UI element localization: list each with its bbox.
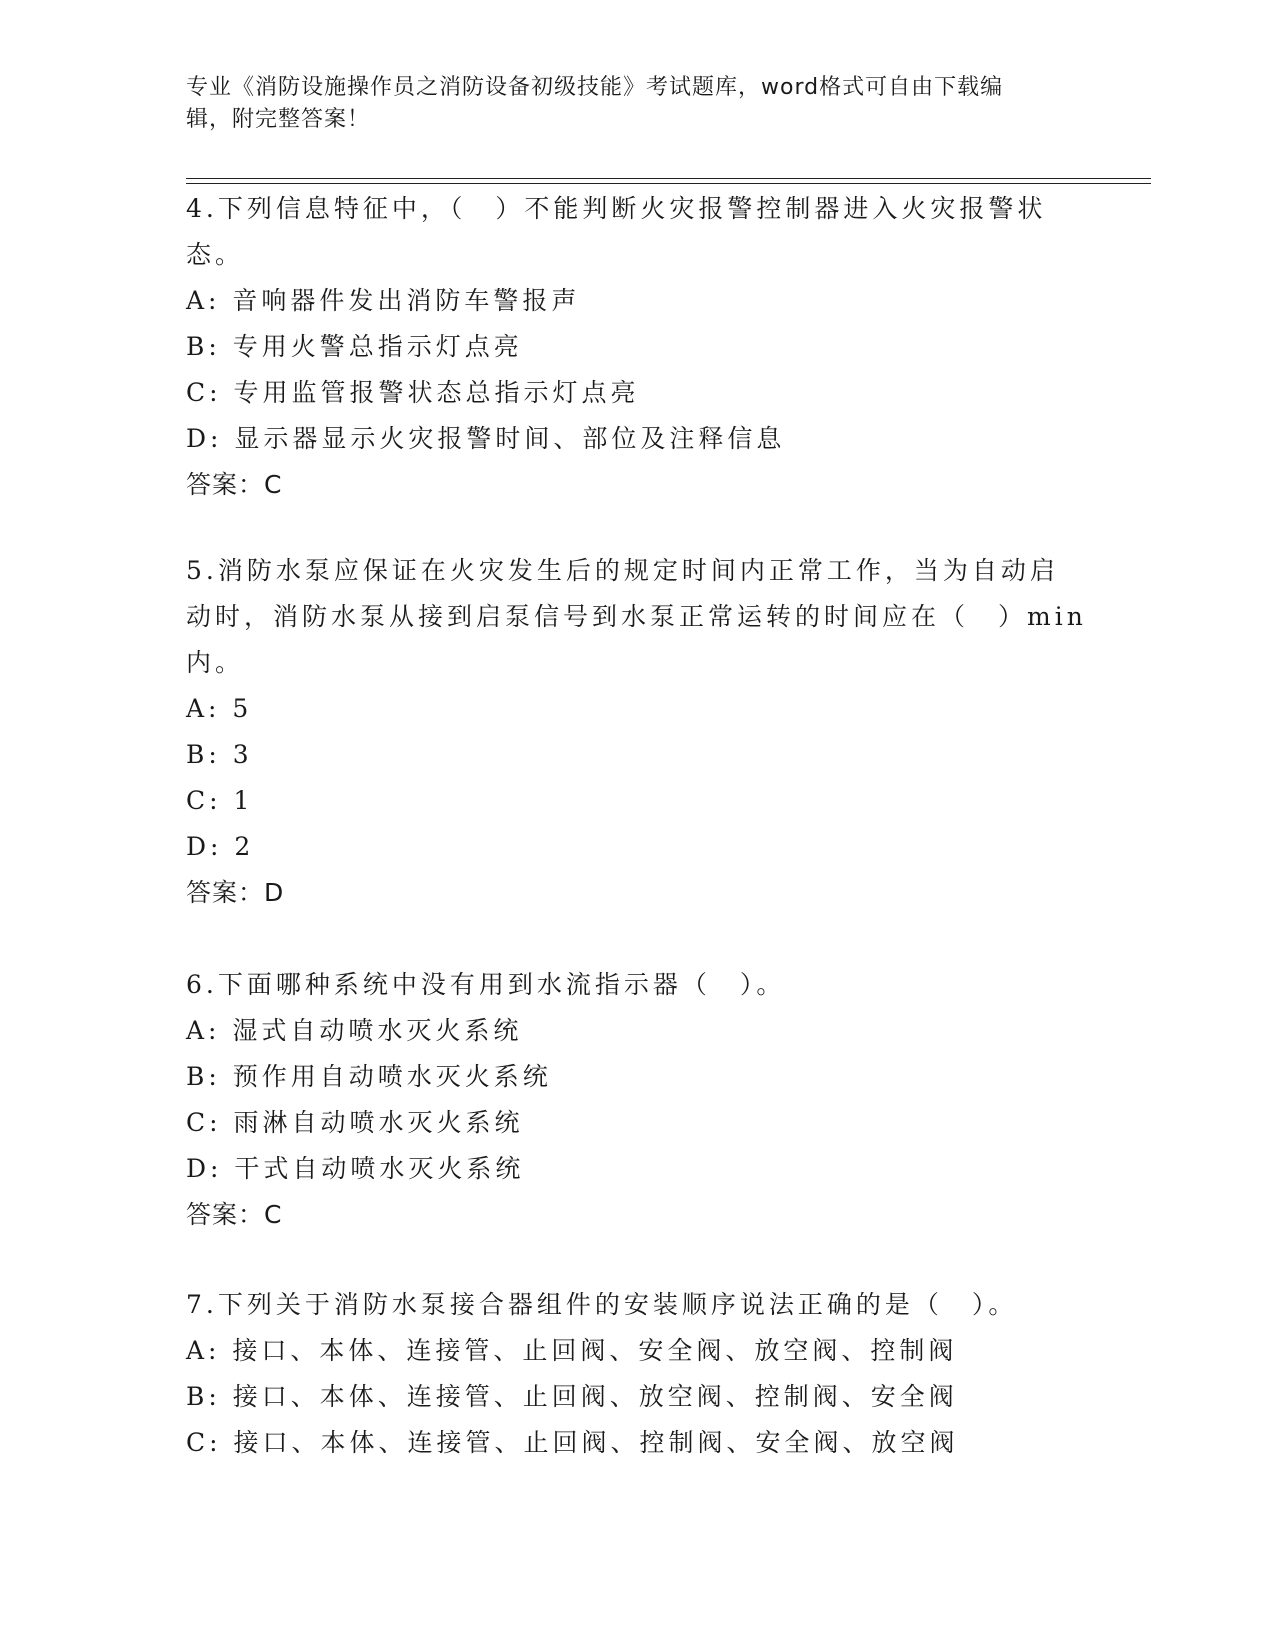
question-6	[186, 962, 1086, 1238]
question-stem-line: 7.下列关于消防水泵接合器组件的安装顺序说法正确的是（ ）。	[186, 1290, 1018, 1319]
option-a: A: 接口、本体、连接管、止回阀、安全阀、放空阀、控制阀	[186, 1336, 958, 1365]
question-stem-line: 5.消防水泵应保证在火灾发生后的规定时间内正常工作，当为自动启	[186, 556, 1059, 585]
question-stem-line: 态。	[186, 240, 245, 269]
question-5	[186, 548, 1086, 916]
header-divider-bottom	[186, 183, 1151, 184]
answer-label: 答案：C	[186, 470, 283, 499]
option-d: D: 2	[186, 832, 255, 861]
document-header	[186, 72, 1066, 136]
answer-label: 答案：D	[186, 878, 285, 907]
option-a: A: 湿式自动喷水灭火系统	[186, 1016, 523, 1045]
question-stem-line: 内。	[186, 648, 245, 677]
option-c: C: 接口、本体、连接管、止回阀、控制阀、安全阀、放空阀	[186, 1428, 959, 1457]
option-b: B: 3	[186, 740, 253, 769]
header-line-2: 辑，附完整答案！	[186, 107, 371, 132]
option-c: C: 雨淋自动喷水灭火系统	[186, 1108, 524, 1137]
question-stem-line: 动时，消防水泵从接到启泵信号到水泵正常运转的时间应在（ ）min	[186, 602, 1087, 631]
question-stem-line: 4.下列信息特征中，（ ）不能判断火灾报警控制器进入火灾报警状	[186, 194, 1047, 223]
option-b: B: 专用火警总指示灯点亮	[186, 332, 523, 361]
question-4	[186, 186, 1086, 508]
option-d: D: 干式自动喷水灭火系统	[186, 1154, 525, 1183]
option-a: A: 5	[186, 694, 253, 723]
option-b: B: 预作用自动喷水灭火系统	[186, 1062, 552, 1091]
header-line-1: 专业《消防设施操作员之消防设备初级技能》考试题库，word格式可自由下载编	[186, 75, 1004, 100]
question-stem-line: 6.下面哪种系统中没有用到水流指示器（ ）。	[186, 970, 786, 999]
question-7	[186, 1282, 1086, 1466]
option-d: D: 显示器显示火灾报警时间、部位及注释信息	[186, 424, 786, 453]
option-b: B: 接口、本体、连接管、止回阀、放空阀、控制阀、安全阀	[186, 1382, 958, 1411]
option-a: A: 音响器件发出消防车警报声	[186, 286, 581, 315]
answer-label: 答案：C	[186, 1200, 283, 1229]
option-c: C: 1	[186, 786, 254, 815]
option-c: C: 专用监管报警状态总指示灯点亮	[186, 378, 640, 407]
header-divider-top	[186, 178, 1151, 179]
